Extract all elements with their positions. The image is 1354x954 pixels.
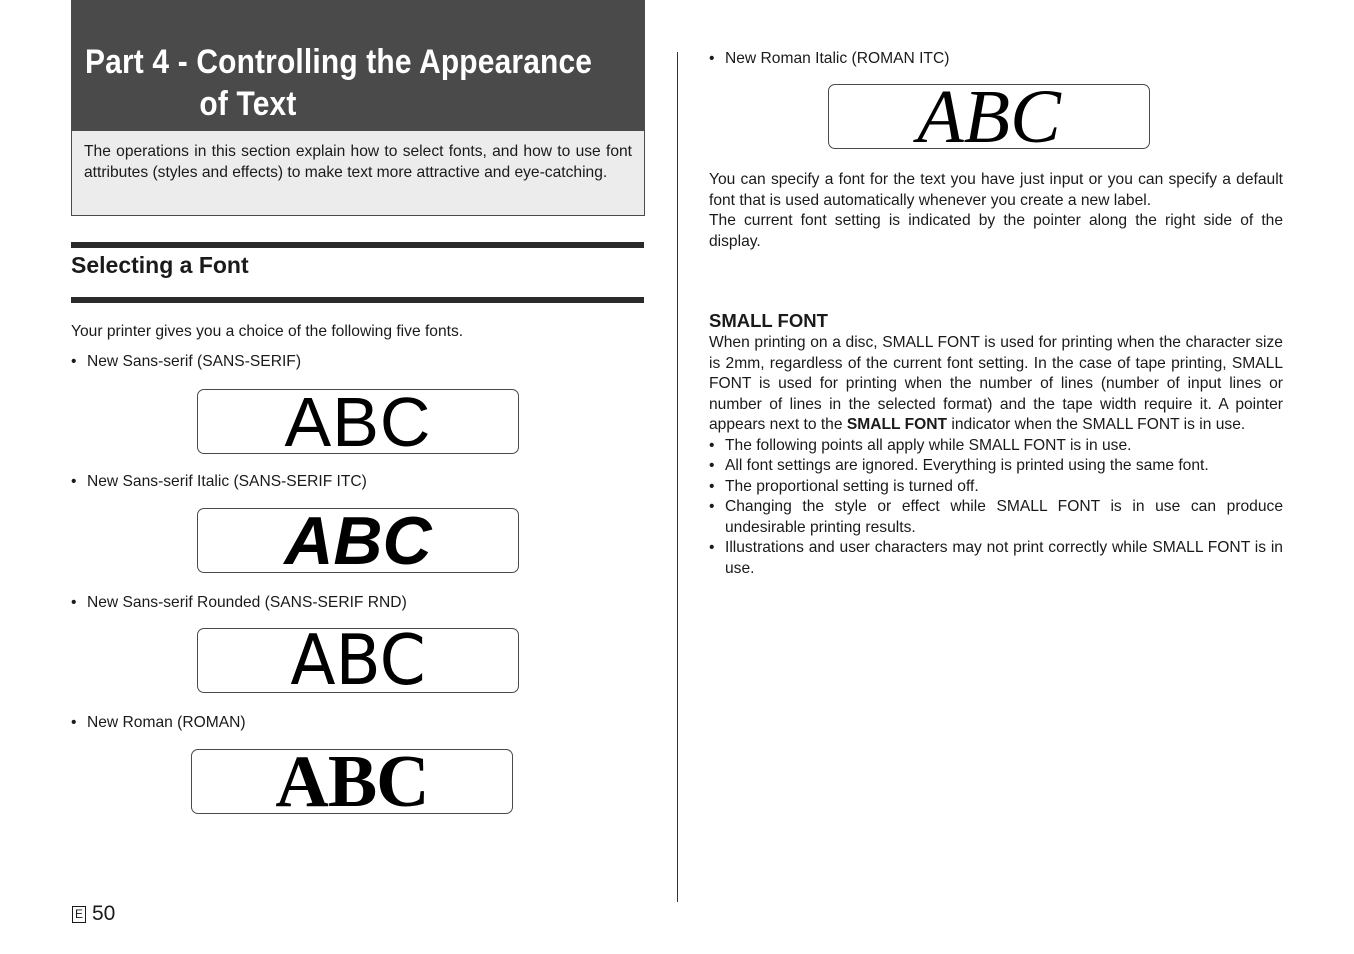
bullet: • bbox=[71, 594, 77, 611]
page-number: 50 bbox=[92, 902, 116, 925]
section-rule-bottom bbox=[71, 297, 644, 303]
small-font-heading: SMALL FONT bbox=[709, 310, 828, 331]
small-font-para-end: indicator when the SMALL FONT is in use. bbox=[947, 416, 1246, 433]
small-font-bullet bbox=[709, 497, 1283, 538]
small-font-paragraph bbox=[709, 333, 1283, 436]
chapter-title-band bbox=[72, 1, 644, 131]
font-setting-para-1: You can specify a font for the text you have just input or you can specify a default font that is used automatically whenever you create a new label. bbox=[709, 171, 1283, 209]
chapter-title-line2: of Text bbox=[199, 85, 297, 123]
bullet: • bbox=[71, 473, 77, 490]
bullet-text: The following points all apply while SMALL FONT is in use. bbox=[725, 436, 1132, 454]
font-sample-roman-italic bbox=[828, 84, 1150, 149]
small-font-para-start: When printing on a disc, SMALL FONT is used for printing when the character size is 2mm, regardless of the current font setting. In the case of tape printing, SMALL FONT is used for printing when the number of lines (number of input lines or number of lines in the selected format) and the tape width require it. A pointer appears next to the bbox=[709, 334, 1283, 433]
font-setting-text bbox=[709, 170, 1283, 252]
font-item-sans-serif bbox=[71, 352, 301, 373]
chapter-header bbox=[71, 0, 645, 216]
bullet: • bbox=[709, 539, 715, 556]
language-mark: E bbox=[72, 906, 86, 923]
font-sample-sans-serif-rounded bbox=[197, 628, 519, 693]
section-lead: Your printer gives you a choice of the following five fonts. bbox=[71, 323, 464, 340]
font-sample-sans-serif bbox=[197, 389, 519, 454]
chapter-title-line1: Part 4 - Controlling the Appearance bbox=[85, 43, 593, 81]
bullet-text: Changing the style or effect while SMALL FONT is in use can produce undesirable printing results. bbox=[725, 498, 1283, 536]
chapter-title bbox=[85, 41, 592, 125]
bullet-text: The proportional setting is turned off. bbox=[725, 477, 979, 495]
sample-text: ABC bbox=[275, 749, 429, 814]
bullet: • bbox=[709, 498, 715, 515]
font-label: New Sans-serif Rounded (SANS-SERIF RND) bbox=[87, 594, 407, 611]
section-rule-top bbox=[71, 242, 644, 248]
small-font-indicator-name: SMALL FONT bbox=[846, 416, 948, 433]
small-font-bullet bbox=[709, 436, 1283, 457]
bullet: • bbox=[71, 353, 77, 370]
font-label: New Sans-serif (SANS-SERIF) bbox=[87, 353, 302, 370]
font-label: New Roman Italic (ROMAN ITC) bbox=[725, 50, 950, 67]
column-divider bbox=[677, 52, 678, 902]
section-title: Selecting a Font bbox=[71, 252, 249, 278]
sample-text: ABC bbox=[917, 84, 1061, 149]
font-label: New Sans-serif Italic (SANS-SERIF ITC) bbox=[87, 473, 367, 490]
font-label: New Roman (ROMAN) bbox=[87, 714, 246, 731]
small-font-bullet bbox=[709, 456, 1283, 477]
font-sample-roman bbox=[191, 749, 513, 814]
font-item-sans-serif-italic bbox=[71, 472, 367, 493]
font-setting-para-2: The current font setting is indicated by the pointer along the right side of the display. bbox=[709, 212, 1283, 250]
small-font-bullet bbox=[709, 477, 1283, 498]
sample-text: ABC bbox=[284, 389, 432, 454]
bullet-text: Illustrations and user characters may not print correctly while SMALL FONT is in use. bbox=[725, 539, 1283, 577]
font-item-roman bbox=[71, 713, 246, 734]
font-item-sans-serif-rounded bbox=[71, 593, 407, 614]
bullet: • bbox=[709, 477, 715, 495]
font-sample-sans-serif-italic bbox=[197, 508, 519, 573]
chapter-intro: The operations in this section explain how to select fonts, and how to use font attributes (styles and effects) to make text more attractive and eye-catching. bbox=[84, 143, 632, 181]
small-font-section bbox=[709, 309, 1283, 579]
font-item-roman-italic bbox=[709, 49, 949, 70]
bullet: • bbox=[709, 436, 715, 454]
small-font-bullet bbox=[709, 538, 1283, 579]
bullet: • bbox=[71, 714, 77, 731]
sample-text: ABC bbox=[284, 508, 432, 573]
bullet-text: All font settings are ignored. Everything is printed using the same font. bbox=[725, 457, 1209, 474]
sample-text: ABC bbox=[290, 628, 426, 693]
bullet: • bbox=[709, 457, 715, 474]
bullet: • bbox=[709, 50, 715, 67]
